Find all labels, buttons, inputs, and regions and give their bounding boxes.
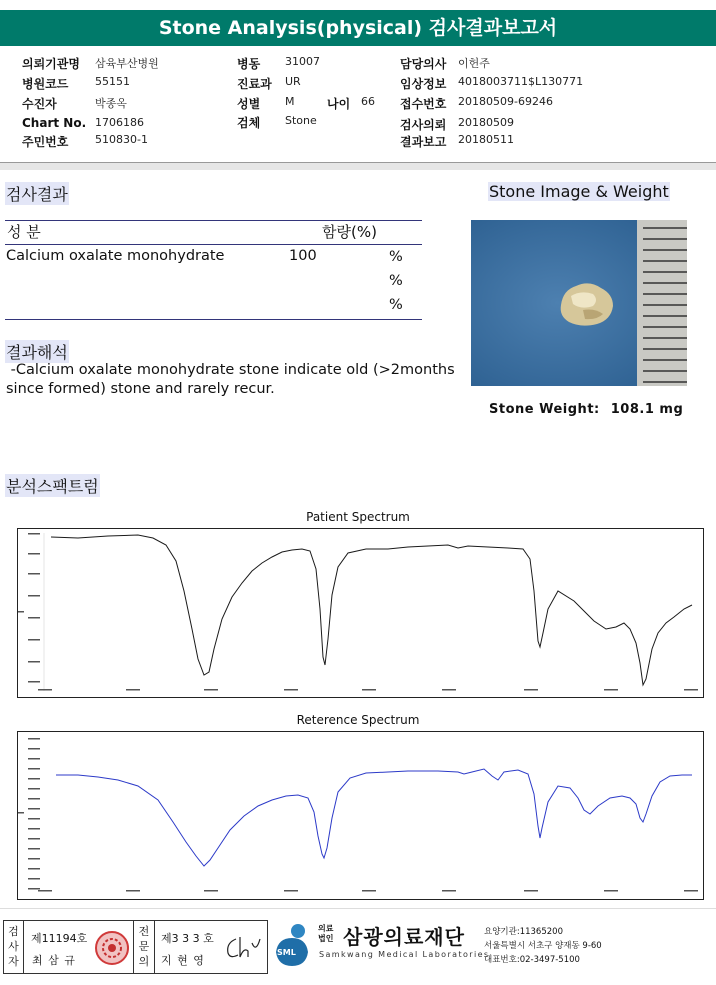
org-info-2: 서울특별시 서초구 양재동 9-60	[484, 941, 602, 951]
ward-value: 31007	[285, 55, 320, 68]
doctor-label: 담당의사	[400, 57, 447, 71]
hospital-code-field	[22, 75, 130, 92]
footer-divider	[0, 908, 716, 909]
patient-field	[22, 95, 127, 112]
resident-no-label: 주민번호	[22, 135, 69, 149]
org-info-3: 대표번호:02-3497-5100	[484, 955, 580, 965]
stone-photo	[471, 220, 687, 386]
org-name: 삼광의료재단	[343, 925, 465, 949]
receipt-no-value: 20180509-69246	[458, 95, 553, 108]
stone-weight	[489, 402, 683, 417]
report-date-value: 20180511	[458, 133, 514, 146]
unit-2: %	[389, 273, 403, 289]
age-label: 나이	[327, 97, 351, 111]
tester-label: 검사자	[4, 921, 24, 973]
results-section-title: 검사결과	[5, 182, 69, 205]
org-info	[484, 925, 602, 967]
component-name: Calcium oxalate monohydrate	[6, 248, 225, 264]
department-value: UR	[285, 75, 301, 88]
sex-value: M	[285, 95, 295, 108]
doctor-field	[400, 55, 490, 72]
reference-spectrum-plot	[17, 731, 704, 900]
request-date-field	[400, 116, 514, 133]
unit-3: %	[389, 297, 403, 313]
component-value: 100	[289, 248, 317, 264]
specialist-name: 지 현 영	[161, 954, 205, 967]
resident-no-value: 510830-1	[95, 133, 148, 146]
signature	[222, 933, 262, 967]
age-value: 66	[361, 95, 375, 108]
interpretation-section-title: 결과해석	[5, 340, 69, 363]
clinical-info-label: 임상정보	[400, 77, 447, 91]
patient-value: 박종옥	[95, 97, 127, 110]
table-bottom-line	[5, 319, 422, 320]
header-row-1	[22, 55, 159, 72]
seal-stamp	[94, 930, 130, 966]
reference-spectrum-title: Reterence Spectrum	[296, 713, 420, 727]
clinical-info-field	[400, 75, 584, 92]
org-sub: Samkwang Medical Laboratories	[319, 950, 490, 959]
org-prefix-bottom: 법인	[318, 934, 334, 943]
resident-no-field	[22, 133, 148, 150]
signature-box	[3, 920, 268, 974]
specialist-label: 전문의	[133, 921, 155, 973]
org-info-1: 요양기관:11365200	[484, 927, 563, 937]
specimen-field	[237, 114, 317, 131]
tester-no: 제11194호	[31, 932, 88, 945]
patient-label: 수진자	[22, 97, 57, 111]
gray-band	[0, 163, 716, 170]
chart-no-field	[22, 116, 144, 130]
sex-label: 성별	[237, 97, 261, 111]
patient-spectrum-plot	[17, 528, 704, 698]
chart-no-label: Chart No.	[22, 116, 87, 130]
sml-logo	[272, 922, 312, 968]
chart-no-value: 1706186	[95, 116, 144, 129]
sex-field	[237, 95, 295, 112]
hospital-code-label: 병원코드	[22, 77, 69, 91]
unit-1: %	[389, 249, 403, 265]
specimen-value: Stone	[285, 114, 317, 127]
sml-logo-text: SML	[277, 948, 296, 957]
patient-title-wrap	[0, 510, 716, 524]
content-header: 함량(%)	[322, 223, 377, 241]
interpretation-line-1: -Calcium oxalate monohydrate stone indicate old (>2months	[6, 362, 455, 378]
ward-field	[237, 55, 320, 72]
reference-title-wrap	[0, 713, 716, 727]
ward-label: 병동	[237, 57, 261, 71]
report-date-field	[400, 133, 514, 150]
department-label: 진료과	[237, 77, 272, 91]
stone-weight-value: 108.1 mg	[610, 402, 684, 417]
tester-name: 최 삼 규	[32, 954, 76, 967]
table-header-line	[5, 244, 422, 245]
org-prefix	[318, 924, 333, 944]
patient-spectrum-title: Patient Spectrum	[306, 510, 410, 524]
clinical-info-value: 4018003711$L130771	[458, 75, 584, 88]
doctor-value: 이헌주	[458, 57, 490, 70]
report-title: Stone Analysis(physical) 검사결과보고서	[0, 10, 716, 46]
hospital-value: 삼육부산병원	[95, 57, 159, 70]
age-field	[327, 95, 375, 112]
specimen-label: 검체	[237, 116, 261, 130]
hospital-code-value: 55151	[95, 75, 130, 88]
department-field	[237, 75, 301, 92]
receipt-no-field	[400, 95, 553, 112]
request-date-value: 20180509	[458, 116, 514, 129]
org-prefix-top: 의료	[318, 924, 334, 933]
hospital-label: 의뢰기관명	[22, 57, 80, 71]
spectrum-section-title: 분석스팩트럼	[5, 474, 100, 497]
report-date-label: 결과보고	[400, 135, 447, 149]
request-date-label: 검사의뢰	[400, 118, 447, 132]
image-section-title: Stone Image & Weight	[489, 182, 669, 201]
component-header: 성 분	[7, 223, 41, 241]
stone-weight-label: Stone Weight:	[489, 402, 600, 417]
specialist-no: 제3 3 3 호	[161, 932, 214, 945]
interpretation-line-2: since formed) stone and rarely recur.	[6, 381, 275, 397]
receipt-no-label: 접수번호	[400, 97, 447, 111]
